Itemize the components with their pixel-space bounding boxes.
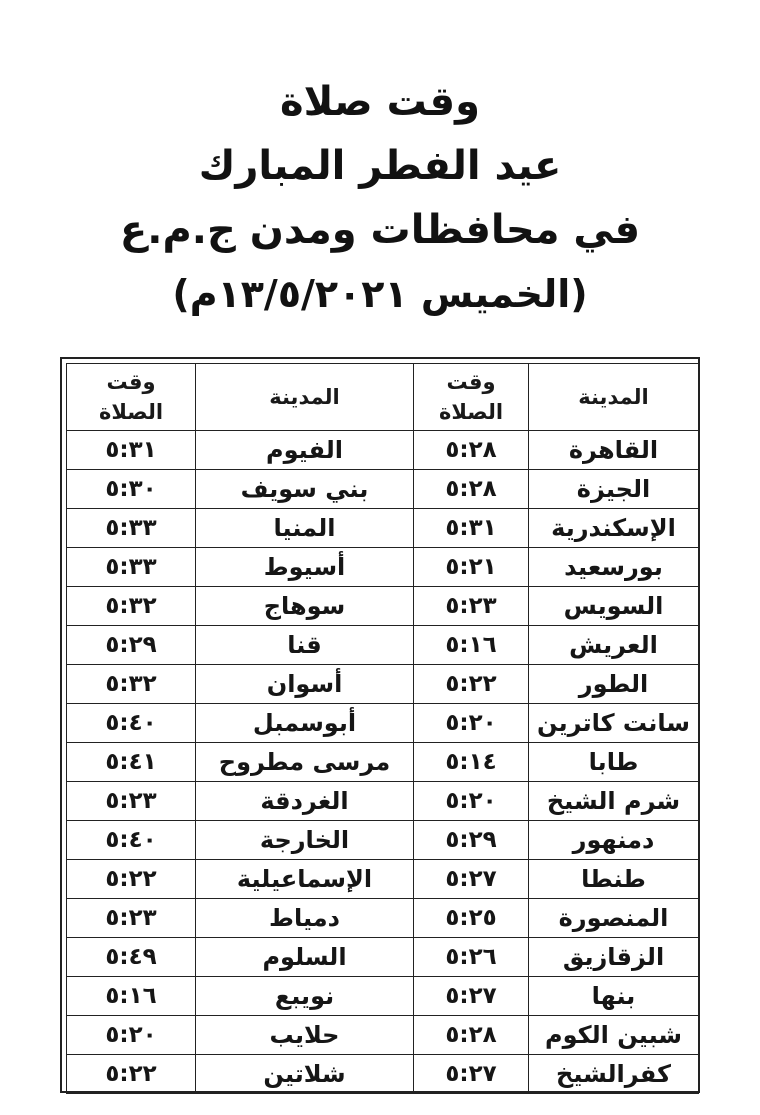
city-cell: طابا bbox=[529, 743, 699, 782]
time-cell: ٥:٣٣ bbox=[67, 509, 196, 548]
table-row bbox=[67, 626, 699, 665]
time-cell: ٥:٢٠ bbox=[67, 1016, 196, 1055]
city-cell: الغردقة bbox=[196, 782, 414, 821]
city-cell: المنصورة bbox=[529, 899, 699, 938]
time-cell: ٥:٢٩ bbox=[67, 626, 196, 665]
time-cell: ٥:٢٨ bbox=[414, 1016, 529, 1055]
time-cell: ٥:١٤ bbox=[414, 743, 529, 782]
table-row bbox=[67, 782, 699, 821]
title-line-governorates: في محافظات ومدن ج.م.ع bbox=[119, 207, 641, 253]
time-cell: ٥:٤٠ bbox=[67, 821, 196, 860]
city-cell: الفيوم bbox=[196, 431, 414, 470]
time-cell: ٥:٢٣ bbox=[67, 899, 196, 938]
city-cell: العريش bbox=[529, 626, 699, 665]
header-time-top: وقت bbox=[446, 370, 496, 394]
city-cell: أسوان bbox=[196, 665, 414, 704]
city-cell: السلوم bbox=[196, 938, 414, 977]
city-cell: الخارجة bbox=[196, 821, 414, 860]
time-cell: ٥:٢٧ bbox=[414, 977, 529, 1016]
city-cell: مرسى مطروح bbox=[196, 743, 414, 782]
time-cell: ٥:٣٢ bbox=[67, 665, 196, 704]
time-cell: ٥:٢٠ bbox=[414, 704, 529, 743]
header-city-right: المدينة bbox=[529, 364, 699, 431]
time-cell: ٥:٣١ bbox=[67, 431, 196, 470]
table-row bbox=[67, 470, 699, 509]
time-cell: ٥:١٦ bbox=[67, 977, 196, 1016]
table-row bbox=[67, 509, 699, 548]
time-cell: ٥:٢٧ bbox=[414, 860, 529, 899]
city-cell: بني سويف bbox=[196, 470, 414, 509]
title-line-eid: عيد الفطر المبارك bbox=[198, 143, 562, 189]
city-cell: سانت كاترين bbox=[529, 704, 699, 743]
time-cell: ٥:١٦ bbox=[414, 626, 529, 665]
city-cell: الإسماعيلية bbox=[196, 860, 414, 899]
time-cell: ٥:٤٠ bbox=[67, 704, 196, 743]
prayer-times-table bbox=[66, 363, 699, 1094]
table-row bbox=[67, 431, 699, 470]
city-cell: بورسعيد bbox=[529, 548, 699, 587]
header-time-bottom: الصلاة bbox=[438, 400, 504, 424]
table-body bbox=[67, 431, 699, 1094]
city-cell: الزقازيق bbox=[529, 938, 699, 977]
header-city-left: المدينة bbox=[196, 364, 414, 431]
time-cell: ٥:٣٣ bbox=[67, 548, 196, 587]
city-cell: حلايب bbox=[196, 1016, 414, 1055]
time-cell: ٥:٢٣ bbox=[414, 587, 529, 626]
header-time-right bbox=[414, 364, 529, 431]
header-time-left bbox=[67, 364, 196, 431]
table-row bbox=[67, 977, 699, 1016]
city-cell: بنها bbox=[529, 977, 699, 1016]
time-cell: ٥:٢٩ bbox=[414, 821, 529, 860]
time-cell: ٥:٢٦ bbox=[414, 938, 529, 977]
time-cell: ٥:٢٢ bbox=[67, 1055, 196, 1094]
title-line-prayer-time: وقت صلاة bbox=[280, 79, 480, 125]
header-time-top: وقت bbox=[106, 370, 156, 394]
time-cell: ٥:٢٢ bbox=[414, 665, 529, 704]
time-cell: ٥:٢٥ bbox=[414, 899, 529, 938]
time-cell: ٥:٣٠ bbox=[67, 470, 196, 509]
city-cell: المنيا bbox=[196, 509, 414, 548]
table-row bbox=[67, 821, 699, 860]
time-cell: ٥:٢٢ bbox=[67, 860, 196, 899]
city-cell: أبوسمبل bbox=[196, 704, 414, 743]
city-cell: السويس bbox=[529, 587, 699, 626]
city-cell: سوهاج bbox=[196, 587, 414, 626]
table-row bbox=[67, 860, 699, 899]
table-row bbox=[67, 899, 699, 938]
time-cell: ٥:٢٨ bbox=[414, 470, 529, 509]
city-cell: كفرالشيخ bbox=[529, 1055, 699, 1094]
table-row bbox=[67, 665, 699, 704]
city-cell: قنا bbox=[196, 626, 414, 665]
time-cell: ٥:٤٩ bbox=[67, 938, 196, 977]
city-cell: طنطا bbox=[529, 860, 699, 899]
city-cell: القاهرة bbox=[529, 431, 699, 470]
table-row bbox=[67, 743, 699, 782]
time-cell: ٥:٢٣ bbox=[67, 782, 196, 821]
city-cell: شبين الكوم bbox=[529, 1016, 699, 1055]
time-cell: ٥:٤١ bbox=[67, 743, 196, 782]
city-cell: الطور bbox=[529, 665, 699, 704]
city-cell: الإسكندرية bbox=[529, 509, 699, 548]
table-header-row bbox=[67, 364, 699, 431]
city-cell: أسيوط bbox=[196, 548, 414, 587]
table-row bbox=[67, 587, 699, 626]
city-cell: شرم الشيخ bbox=[529, 782, 699, 821]
time-cell: ٥:٢٠ bbox=[414, 782, 529, 821]
table-row bbox=[67, 1055, 699, 1094]
time-cell: ٥:٢٧ bbox=[414, 1055, 529, 1094]
header-time-bottom: الصلاة bbox=[98, 400, 164, 424]
prayer-times-table-frame bbox=[60, 357, 700, 1093]
title-line-date: (الخميس ١٣/٥/٢٠٢١م) bbox=[172, 272, 588, 316]
city-cell: دمنهور bbox=[529, 821, 699, 860]
city-cell: دمياط bbox=[196, 899, 414, 938]
city-cell: نويبع bbox=[196, 977, 414, 1016]
time-cell: ٥:٣١ bbox=[414, 509, 529, 548]
table-row bbox=[67, 938, 699, 977]
table-row bbox=[67, 548, 699, 587]
table-row bbox=[67, 1016, 699, 1055]
city-cell: شلاتين bbox=[196, 1055, 414, 1094]
document-title bbox=[0, 70, 760, 326]
time-cell: ٥:٢٨ bbox=[414, 431, 529, 470]
city-cell: الجيزة bbox=[529, 470, 699, 509]
table-row bbox=[67, 704, 699, 743]
time-cell: ٥:٣٢ bbox=[67, 587, 196, 626]
time-cell: ٥:٢١ bbox=[414, 548, 529, 587]
